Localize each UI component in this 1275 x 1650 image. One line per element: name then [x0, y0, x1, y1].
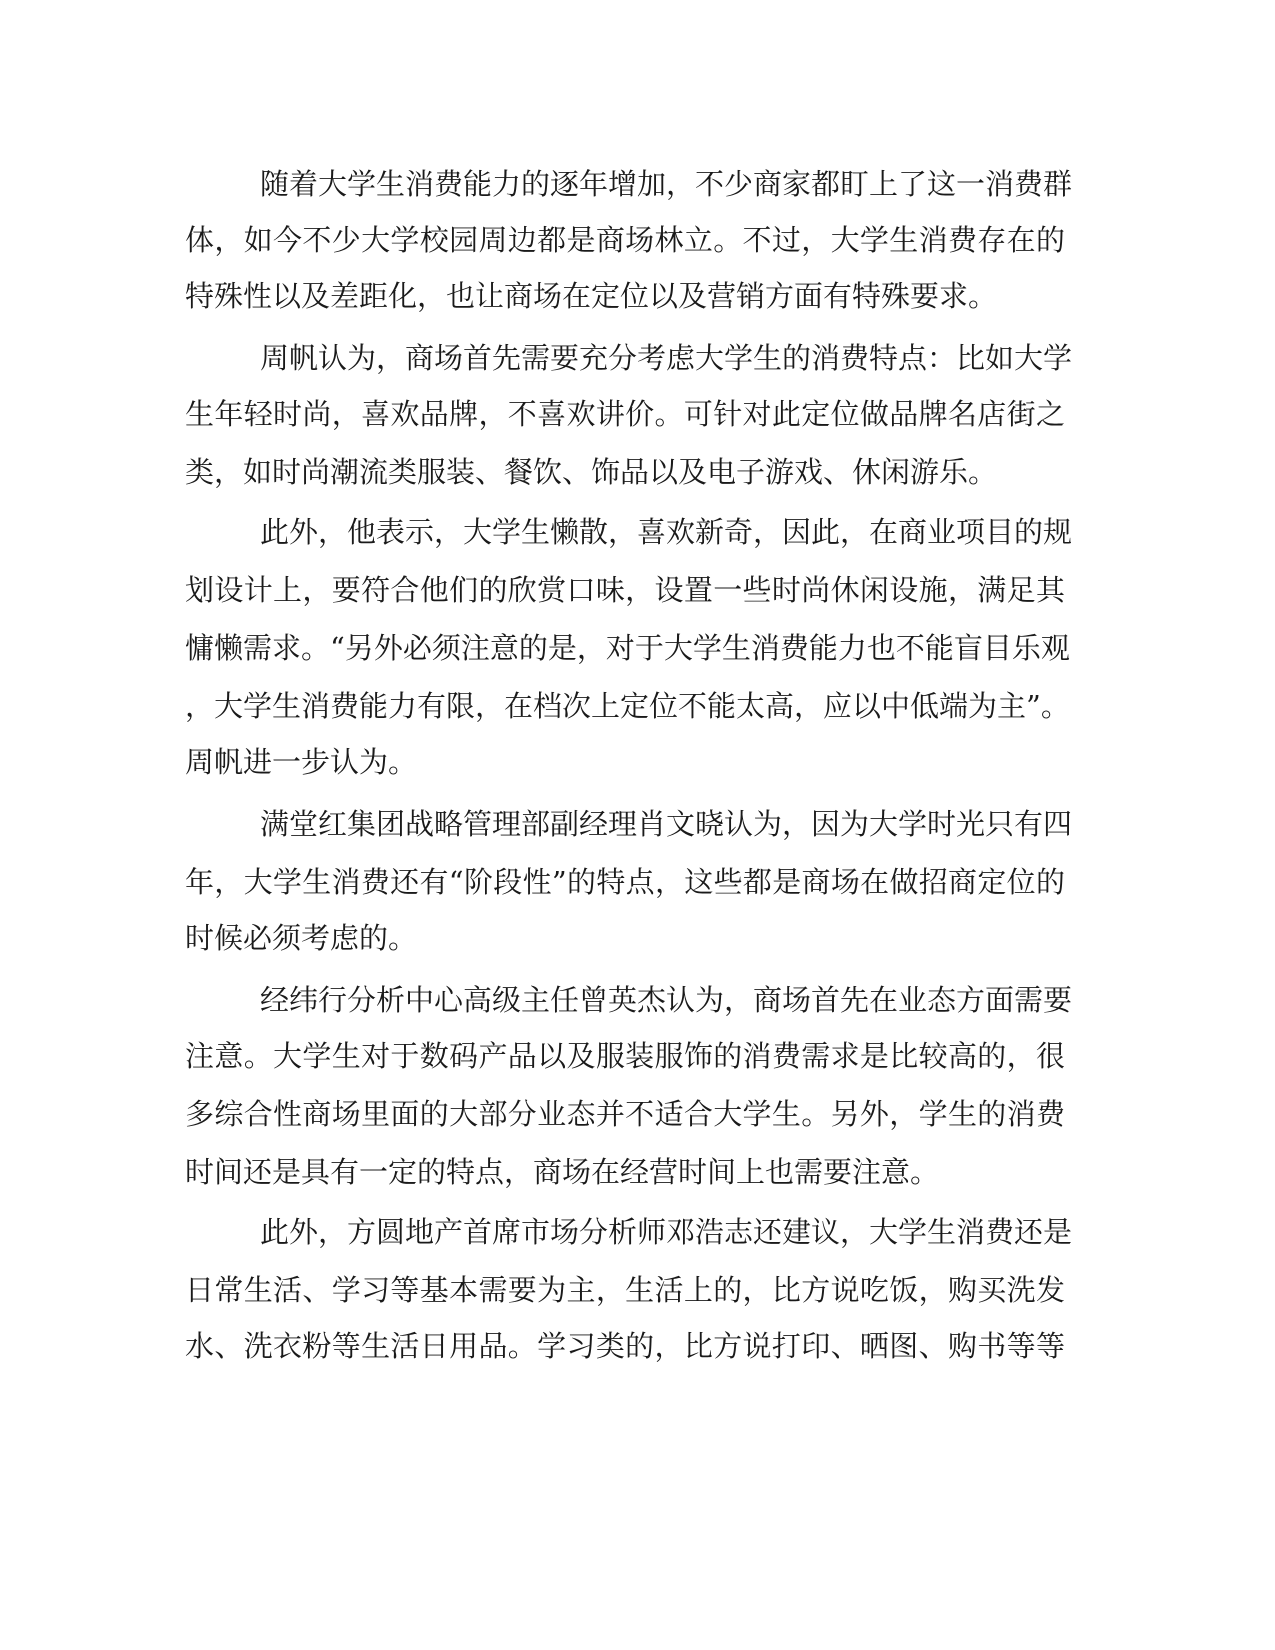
text-line: 周帆认为，商场首先需要充分考虑大学生的消费特点：比如大学 — [260, 341, 1073, 375]
text-line: 慵懒需求。“另外必须注意的是，对于大学生消费能力也不能盲目乐观 — [185, 631, 1070, 665]
text-line: 年，大学生消费还有“阶段性”的特点，这些都是商场在做招商定位的 — [185, 865, 1065, 899]
text-line: 周帆进一步认为。 — [185, 745, 418, 779]
text-line: 时候必须考虑的。 — [185, 921, 418, 955]
text-line: 划设计上，要符合他们的欣赏口味，设置一些时尚休闲设施，满足其 — [185, 573, 1065, 607]
text-line: 类，如时尚潮流类服装、餐饮、饰品以及电子游戏、休闲游乐。 — [185, 455, 998, 489]
text-line: ，大学生消费能力有限，在档次上定位不能太高，应以中低端为主”。 — [185, 689, 1070, 723]
text-line: 时间还是具有一定的特点，商场在经营时间上也需要注意。 — [185, 1155, 940, 1189]
text-line: 经纬行分析中心高级主任曾英杰认为，商场首先在业态方面需要 — [260, 983, 1073, 1017]
text-line: 多综合性商场里面的大部分业态并不适合大学生。另外，学生的消费 — [185, 1097, 1065, 1131]
text-line: 此外，他表示，大学生懒散，喜欢新奇，因此，在商业项目的规 — [260, 515, 1073, 549]
text-line: 水、洗衣粉等生活日用品。学习类的，比方说打印、晒图、购书等等 — [185, 1329, 1065, 1363]
text-line: 日常生活、学习等基本需要为主，生活上的，比方说吃饭，购买洗发 — [185, 1273, 1065, 1307]
text-line: 注意。大学生对于数码产品以及服装服饰的消费需求是比较高的，很 — [185, 1039, 1065, 1073]
text-line: 满堂红集团战略管理部副经理肖文晓认为，因为大学时光只有四 — [260, 807, 1073, 841]
text-line: 体，如今不少大学校园周边都是商场林立。不过，大学生消费存在的 — [185, 223, 1065, 257]
text-line: 特殊性以及差距化，也让商场在定位以及营销方面有特殊要求。 — [185, 279, 998, 313]
text-line: 随着大学生消费能力的逐年增加，不少商家都盯上了这一消费群 — [260, 167, 1073, 201]
text-line: 生年轻时尚，喜欢品牌，不喜欢讲价。可针对此定位做品牌名店街之 — [185, 397, 1065, 431]
text-line: 此外，方圆地产首席市场分析师邓浩志还建议，大学生消费还是 — [260, 1215, 1073, 1249]
